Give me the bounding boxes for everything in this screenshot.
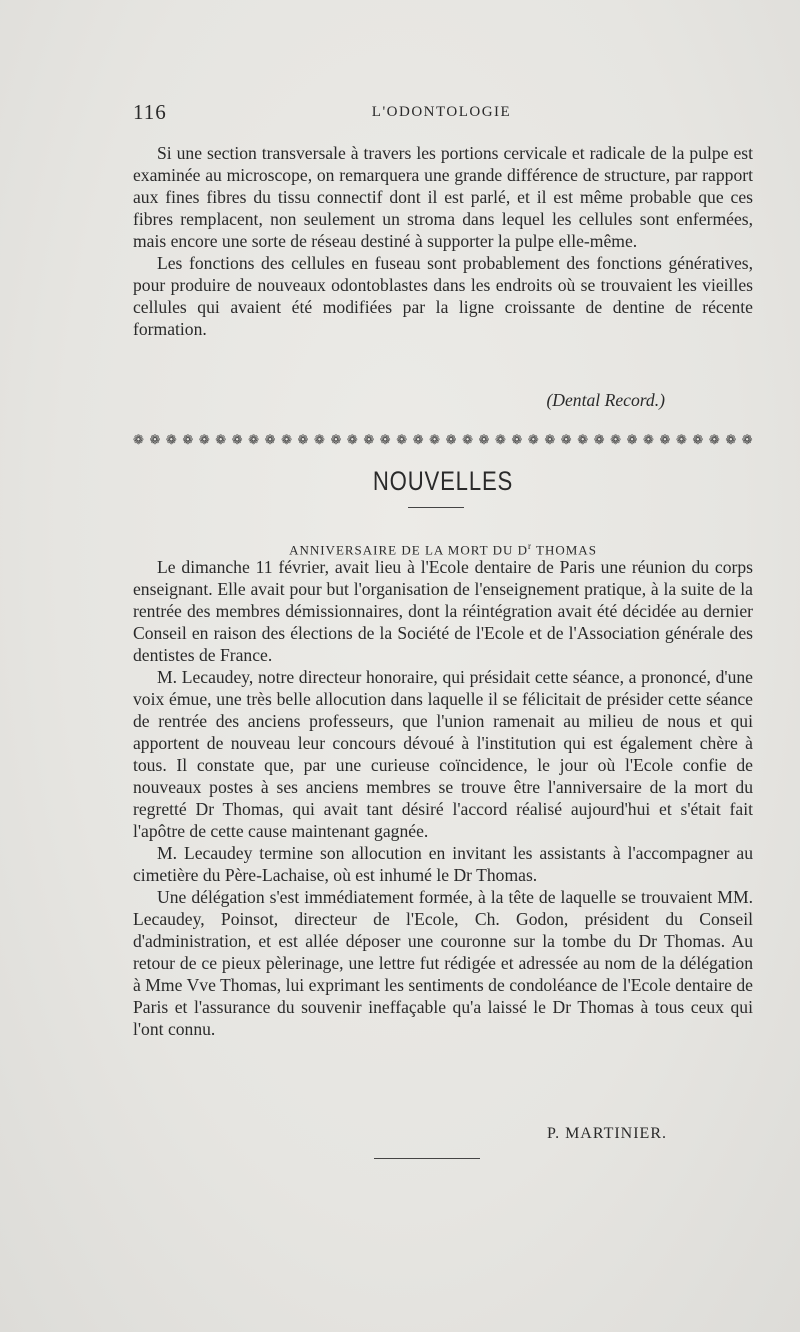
- end-rule: [374, 1158, 480, 1159]
- ornament-glyph: ❁: [330, 433, 342, 447]
- source-citation: (Dental Record.): [546, 390, 665, 410]
- ornament-glyph: ❁: [692, 433, 704, 447]
- paragraph: M. Lecaudey termine son allocution en invitant les assistants à l'accompagner au cimetière du Père-Lachaise, où est inhumé le Dr Thomas.: [133, 843, 753, 885]
- ornament-glyph: ❁: [610, 433, 622, 447]
- page-number: 116: [133, 100, 167, 124]
- ornament-glyph: ❁: [527, 433, 539, 447]
- ornament-glyph: ❁: [346, 433, 358, 447]
- ornament-glyph: ❁: [675, 433, 687, 447]
- ornament-glyph: ❁: [643, 433, 654, 447]
- ornament-glyph: ❁: [231, 433, 243, 447]
- ornament-glyph: ❁: [264, 433, 276, 447]
- ornament-glyph: ❁: [396, 433, 408, 447]
- intro-text: [133, 142, 753, 340]
- paragraph: Une délégation s'est immédiatement formée, à la tête de laquelle se trouvaient MM. Lecaudey, Poinsot, directeur de l'Ecole, Ch. Godon, président du Conseil d'administration, et est allée déposer une couronne sur la tombe du Dr Thomas. Au retour de ce pieux pèlerinage, une lettre fut rédigée et adressée au nom de la délégation à Mme Vve Thomas, lui exprimant les sentiments de condoléance de l'Ecole dentaire de Paris et l'assurance du souvenir ineffaçable qu'a laissé le Dr Thomas à tous ceux qui l'ont connu.: [133, 887, 753, 1039]
- section-title: NOUVELLES: [372, 466, 514, 496]
- running-title: L'ODONTOLOGIE: [371, 104, 512, 120]
- ornament-glyph: ❁: [133, 433, 144, 447]
- ornament-glyph: ❁: [659, 433, 671, 447]
- subheading-name: THOMAS: [532, 542, 597, 558]
- subheading-text: ANNIVERSAIRE DE LA MORT DU D: [289, 542, 529, 558]
- ornamental-divider: [133, 433, 753, 447]
- ornament-glyph: ❁: [363, 433, 375, 447]
- ornament-glyph: ❁: [593, 433, 605, 447]
- ornament-glyph: ❁: [511, 433, 523, 447]
- ornament-glyph: ❁: [412, 433, 424, 447]
- paragraph: Si une section transversale à travers les portions cervicale et radicale de la pulpe est examinée au microscope, on remarquera une grande différence de structure, par rapport aux fines fibres du tissu connectif dont il est parlé, et il est même probable que ces fibres remplacent, non seulement un stroma dans lequel les cellules sont enfermées, mais encore une sorte de réseau destiné à supporter la pulpe elle-même.: [133, 143, 753, 251]
- ornament-glyph: ❁: [725, 433, 737, 447]
- paragraph: Le dimanche 11 février, avait lieu à l'Ecole dentaire de Paris une réunion du corps enseignant. Elle avait pour but l'organisation de l'enseignement pratique, à la suite de la rentrée des membres démissionnaires, dont la réintégration avait été décidée au dernier Conseil en raison des élections de la Société de l'Ecole et de l'Association générale des dentistes de France.: [133, 557, 753, 665]
- ornament-glyph: ❁: [281, 433, 292, 447]
- ornament-glyph: ❁: [544, 433, 556, 447]
- ornament-glyph: ❁: [462, 433, 473, 447]
- ornament-glyph: ❁: [429, 433, 441, 447]
- ornament-glyph: ❁: [215, 433, 227, 447]
- news-text: [133, 556, 753, 1040]
- ornament-glyph: ❁: [560, 433, 572, 447]
- ornament-glyph: ❁: [165, 433, 177, 447]
- subheading-superscript: r: [528, 541, 533, 551]
- ornament-glyph: ❁: [182, 433, 194, 447]
- ornament-glyph: ❁: [626, 433, 638, 447]
- ornament-glyph: ❁: [198, 433, 210, 447]
- author-signature: P. MARTINIER.: [546, 1125, 667, 1142]
- page-header: [133, 100, 750, 130]
- ornament-glyph: ❁: [478, 433, 490, 447]
- ornament-glyph: ❁: [577, 433, 589, 447]
- ornament-glyph: ❁: [494, 433, 506, 447]
- paragraph: Les fonctions des cellules en fuseau sont probablement des fonctions génératives, pour produire de nouveaux odontoblastes dans les endroits où se trouvaient les vieilles cellules qui avaient été modifiées par la ligne croissante de dentine de récente formation.: [133, 253, 753, 339]
- ornament-glyph: ❁: [297, 433, 309, 447]
- ornament-glyph: ❁: [741, 433, 753, 447]
- ornament-glyph: ❁: [708, 433, 720, 447]
- ornament-glyph: ❁: [445, 433, 457, 447]
- ornament-glyph: ❁: [379, 433, 391, 447]
- title-rule: [408, 507, 464, 508]
- ornament-glyph: ❁: [313, 433, 325, 447]
- ornament-glyph: ❁: [149, 433, 161, 447]
- paragraph: M. Lecaudey, notre directeur honoraire, qui présidait cette séance, a prononcé, d'une voix émue, une très belle allocution dans laquelle il se félicitait de présider cette séance de rentrée des anciens professeurs, que l'union ramenait au milieu de nous et qui apportent de nouveau leur concours dévoué à l'institution qui est également chère à tous. Il constate que, par une curieuse coïncidence, le jour où l'Ecole confie de nouveaux postes à ses anciens membres se trouve être l'anniversaire de la mort du regretté Dr Thomas, qui avait tant désiré l'accord réalisé aujourd'hui et s'était fait l'apôtre de cette cause maintenant gagnée.: [133, 667, 753, 841]
- ornament-glyph: ❁: [248, 433, 260, 447]
